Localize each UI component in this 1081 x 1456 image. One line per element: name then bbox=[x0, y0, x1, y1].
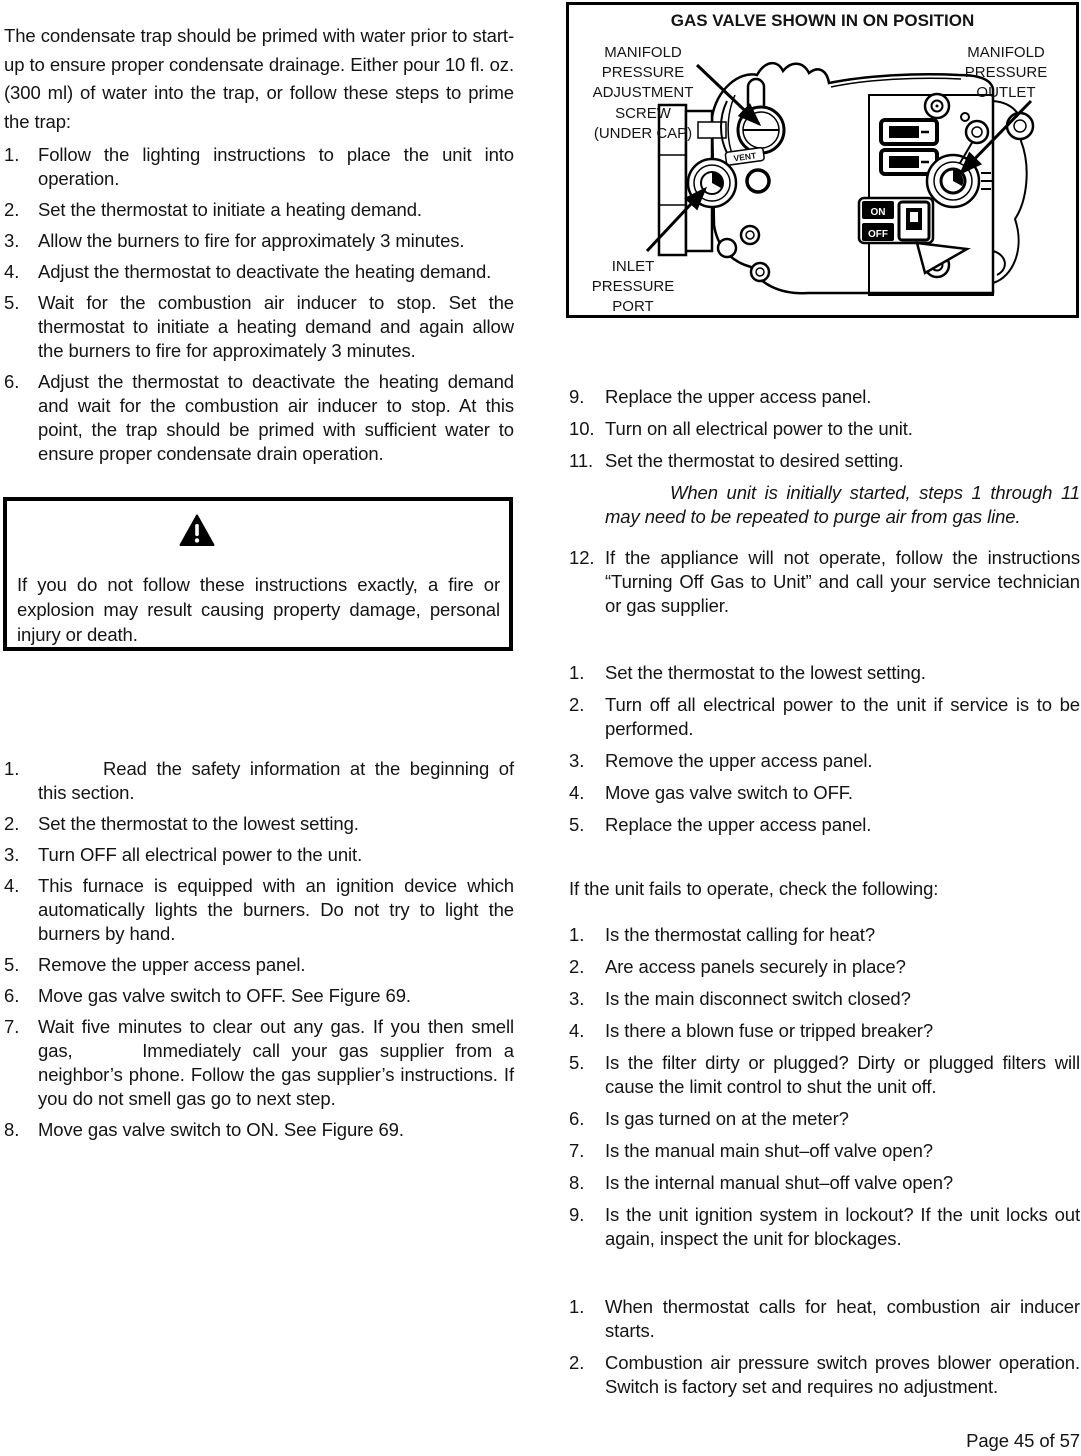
svg-text:ADJUSTMENT: ADJUSTMENT bbox=[592, 84, 694, 101]
list-item: 11. Set the thermostat to desired setting. bbox=[569, 450, 904, 471]
svg-text:(UNDER CAP): (UNDER CAP) bbox=[593, 125, 693, 142]
list-item-number: 3. bbox=[569, 988, 585, 1009]
intro-paragraph: The condensate trap should be primed with water prior to start-up to ensure proper condensate drainage. Either pour 10 fl. oz. (300 ml) of water into the trap, or follow these steps to prime the trap: bbox=[4, 25, 514, 132]
priming-steps-list bbox=[4, 143, 514, 473]
list-item-number: 1. bbox=[569, 1296, 585, 1317]
lighting-steps-list bbox=[4, 757, 514, 1149]
list-item: 10. Turn on all electrical power to the unit. bbox=[569, 418, 913, 439]
list-item-number: 3. bbox=[4, 844, 20, 865]
svg-text:SCREW: SCREW bbox=[615, 105, 671, 122]
list-item: 5. Remove the upper access panel. bbox=[4, 954, 306, 975]
list-item: 3. Allow the burners to fire for approximately 3 minutes. bbox=[4, 230, 465, 251]
list-item-number: 1. bbox=[569, 924, 585, 945]
startup-steps-list-b bbox=[569, 546, 1080, 618]
list-item-number: 10. bbox=[569, 418, 595, 439]
list-item-number: 8. bbox=[4, 1119, 20, 1140]
outlet-label: MANIFOLD bbox=[967, 44, 1045, 61]
list-item: 2. Set the thermostat to the lowest setting. bbox=[4, 813, 359, 834]
list-item: 2. Set the thermostat to initiate a heating demand. bbox=[4, 199, 422, 220]
list-item-number: 5. bbox=[569, 814, 585, 835]
inlet-label: INLET bbox=[611, 258, 655, 275]
list-item-number: 3. bbox=[569, 750, 585, 771]
list-item-number: 2. bbox=[569, 1352, 585, 1373]
list-item-number: 7. bbox=[4, 1016, 20, 1037]
list-item-number: 7. bbox=[569, 1140, 585, 1161]
on-off-switch bbox=[859, 198, 933, 243]
list-item-number: 9. bbox=[569, 1204, 585, 1225]
list-item: 2. Turn off all electrical power to the unit if service is to be performed. bbox=[569, 694, 1080, 739]
list-item-number: 4. bbox=[569, 1020, 585, 1041]
list-item-number: 4. bbox=[4, 261, 20, 282]
list-item: 8. Move gas valve switch to ON. See Figure 69. bbox=[4, 1119, 404, 1140]
list-item: 4. Adjust the thermostat to deactivate the heating demand. bbox=[4, 261, 492, 282]
list-item: 9. Is the unit ignition system in lockout? If the unit locks out again, inspect the unit for blockages. bbox=[569, 1204, 1080, 1249]
list-item: 7. Wait five minutes to clear out any gas. If you then smell gas, Immediately call your gas supplier from a neighbor’s phone. Follow the gas supplier’s instructions. If you do not smell gas go to next step. bbox=[4, 1016, 514, 1109]
startup-steps-list bbox=[569, 385, 1080, 473]
shutdown-steps-list bbox=[569, 661, 1080, 845]
list-item: 3. Turn OFF all electrical power to the unit. bbox=[4, 844, 363, 865]
list-item: 3. Remove the upper access panel. bbox=[569, 750, 873, 771]
list-item-number: 6. bbox=[4, 371, 20, 392]
switch-on-label: ON bbox=[870, 207, 886, 218]
list-item-number: 6. bbox=[569, 1108, 585, 1129]
list-item: 7. Is the manual main shut–off valve open? bbox=[569, 1140, 933, 1161]
figure-title: GAS VALVE SHOWN IN ON POSITION bbox=[670, 11, 975, 30]
troubleshooting-checklist bbox=[569, 923, 1080, 1259]
list-item: 4. Move gas valve switch to OFF. bbox=[569, 782, 853, 803]
svg-text:PRESSURE: PRESSURE bbox=[601, 64, 685, 81]
startup-section bbox=[569, 385, 1080, 626]
warning-text: If you do not follow these instructions exactly, a fire or explosion may result causing property damage, personal injury or death. bbox=[17, 574, 500, 645]
list-item-number: 1. bbox=[4, 144, 20, 165]
gas-valve-diagram bbox=[569, 5, 1076, 315]
list-item-number: 1. bbox=[569, 662, 585, 683]
list-item-number: 8. bbox=[569, 1172, 585, 1193]
list-item-number: 9. bbox=[569, 386, 585, 407]
svg-text:OUTLET: OUTLET bbox=[976, 84, 1036, 101]
warning-box bbox=[3, 497, 513, 651]
svg-text:PORT: PORT bbox=[612, 298, 654, 315]
fails-intro: If the unit fails to operate, check the following: bbox=[569, 878, 939, 899]
list-item: 1. Follow the lighting instructions to place the unit into operation. bbox=[4, 144, 514, 189]
list-item-number: 2. bbox=[4, 199, 20, 220]
list-item: 4. This furnace is equipped with an ignition device which automatically lights the burners. Do not try to light the burners by hand. bbox=[4, 875, 514, 944]
list-item-number: 12. bbox=[569, 547, 595, 568]
list-item: 8. Is the internal manual shut–off valve open? bbox=[569, 1172, 954, 1193]
list-item: 5. Wait for the combustion air inducer to stop. Set the thermostat to initiate a heating demand and again allow the burners to fire for approximately 3 minutes. bbox=[4, 292, 514, 361]
list-item-number: 1. bbox=[4, 758, 20, 779]
list-item-number: 6. bbox=[4, 985, 20, 1006]
list-item-number: 5. bbox=[4, 292, 20, 313]
list-item: 5. Replace the upper access panel. bbox=[569, 814, 872, 835]
list-item: 2. Are access panels securely in place? bbox=[569, 956, 906, 977]
list-item-number: 2. bbox=[569, 956, 585, 977]
list-item: 4. Is there a blown fuse or tripped breaker? bbox=[569, 1020, 934, 1041]
list-item: 1. When thermostat calls for heat, combustion air inducer starts. bbox=[569, 1296, 1080, 1341]
list-item-number: 3. bbox=[4, 230, 20, 251]
list-item-number: 2. bbox=[4, 813, 20, 834]
list-item: 2. Combustion air pressure switch proves blower operation. Switch is factory set and requires no adjustment. bbox=[569, 1352, 1080, 1397]
list-item: 6. Is gas turned on at the meter? bbox=[569, 1108, 849, 1129]
startup-note: When unit is initially started, steps 1 through 11 may need to be repeated to purge air from gas line. bbox=[605, 482, 1080, 527]
adjustment-label: MANIFOLD bbox=[604, 44, 682, 61]
list-item-number: 4. bbox=[569, 782, 585, 803]
svg-text:VENT: VENT bbox=[732, 150, 757, 164]
list-item: 5. Is the filter dirty or plugged? Dirty or plugged filters will cause the limit control to shut the unit off. bbox=[569, 1052, 1080, 1097]
list-item: 12. If the appliance will not operate, follow the instructions “Turning Off Gas to Unit” and call your service technician or gas supplier. bbox=[569, 547, 1080, 616]
list-item: 9. Replace the upper access panel. bbox=[569, 386, 872, 407]
gas-valve-figure bbox=[566, 2, 1079, 318]
svg-text:PRESSURE: PRESSURE bbox=[591, 278, 675, 295]
list-item: 3. Is the main disconnect switch closed? bbox=[569, 988, 911, 1009]
operation-notes-list bbox=[569, 1295, 1080, 1407]
switch-off-label: OFF bbox=[868, 229, 888, 240]
list-item-number: 5. bbox=[569, 1052, 585, 1073]
list-item: 1. Set the thermostat to the lowest setting. bbox=[569, 662, 926, 683]
svg-text:PRESSURE: PRESSURE bbox=[964, 64, 1048, 81]
warning-icon bbox=[179, 514, 215, 547]
list-item-number: 4. bbox=[4, 875, 20, 896]
list-item: 6. Adjust the thermostat to deactivate the heating demand and wait for the combustion air inducer to stop. At this point, the trap should be primed with sufficient water to ensure proper condensate drain operation. bbox=[4, 371, 514, 464]
list-item-number: 11. bbox=[569, 450, 594, 471]
adjustment-screw bbox=[738, 107, 784, 153]
list-item-number: 2. bbox=[569, 694, 585, 715]
list-item: 1. Is the thermostat calling for heat? bbox=[569, 924, 876, 945]
list-item: 1. Read the safety information at the beginning of this section. bbox=[4, 758, 514, 803]
list-item: 6. Move gas valve switch to OFF. See Figure 69. bbox=[4, 985, 411, 1006]
page-footer: Page 45 of 57 bbox=[966, 1430, 1080, 1451]
list-item-number: 5. bbox=[4, 954, 20, 975]
